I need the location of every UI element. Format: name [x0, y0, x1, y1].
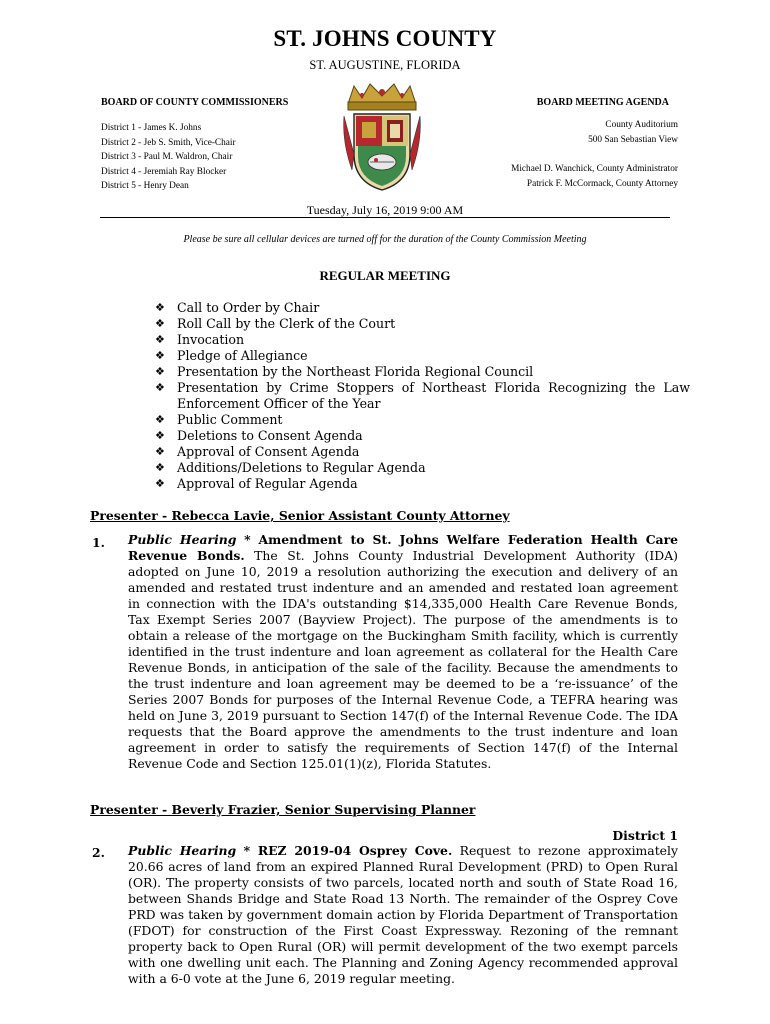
- page-title: ST. JOHNS COUNTY: [273, 26, 497, 51]
- district-label: District 1: [612, 828, 678, 843]
- list-item: ❖ Presentation by the Northeast Florida Regional Council: [155, 364, 534, 379]
- item-body: The St. Johns County Industrial Development Authority (IDA) adopted on June 10, 2019 a resolution authorizing the execution and delivery of an amended and restated trust indenture and an amended and restated loan agreement in connection with the IDA's outstanding $14,335,000 Health Care Revenue Bonds, Tax Exempt Series 2007 (Bayview Project). The purpose of the amendments is to obtain a release of the mortgage on the Buckingham Smith facility, which is currently identified in the trust indenture and loan agreement as collateral for the Health Care Revenue Bonds, in anticipation of the sale of the facility. Because the amendments to the trust indenture and loan agreement may be deemed to be a ‘re-issuance’ of the Series 2007 Bonds for purposes of the Internal Revenue Code, a TEFRA hearing was held on June 3, 2019 pursuant to Section 147(f) of the Internal Revenue Code. The IDA requests that the Board approve the amendments to the trust indenture and loan agreement in order to satisfy the requirements of Section 147(f) of the Internal Revenue Code and Section 125.01(1)(z), Florida Statutes.: [128, 548, 678, 771]
- diamond-bullet-icon: ❖: [155, 413, 165, 426]
- agenda-item-1: [128, 532, 678, 772]
- item-label: Public Hearing: [128, 843, 237, 858]
- county-seal-icon: [340, 82, 424, 194]
- list-item: ❖ Additions/Deletions to Regular Agenda: [155, 460, 426, 475]
- item-label: Public Hearing: [128, 532, 237, 547]
- agenda-heading: BOARD MEETING AGENDA: [536, 97, 669, 108]
- item-title: * REZ 2019-04 Osprey Cove.: [243, 843, 453, 858]
- page-subtitle: ST. AUGUSTINE, FLORIDA: [309, 58, 461, 72]
- presenter-heading: Presenter - Rebecca Lavie, Senior Assistant County Attorney: [90, 508, 510, 523]
- header-divider: [100, 217, 670, 218]
- agenda-item-2: [128, 843, 678, 987]
- list-item: ❖ Pledge of Allegiance: [155, 348, 308, 363]
- diamond-bullet-icon: ❖: [155, 301, 165, 314]
- list-item: ❖ Approval of Consent Agenda: [155, 444, 360, 459]
- commissioner-item: District 2 - Jeb S. Smith, Vice-Chair: [101, 137, 236, 148]
- commissioner-item: District 3 - Paul M. Waldron, Chair: [101, 152, 233, 163]
- list-item: ❖ Roll Call by the Clerk of the Court: [155, 316, 396, 331]
- diamond-bullet-icon: ❖: [155, 333, 165, 346]
- meeting-date: Tuesday, July 16, 2019 9:00 AM: [306, 203, 464, 217]
- commissioner-item: District 5 - Henry Dean: [101, 181, 189, 192]
- diamond-bullet-icon: ❖: [155, 429, 165, 442]
- official-line: Patrick F. McCormack, County Attorney: [526, 178, 678, 189]
- list-item: ❖ Invocation: [155, 332, 245, 347]
- commissioner-item: District 4 - Jeremiah Ray Blocker: [101, 166, 227, 177]
- diamond-bullet-icon: ❖: [155, 381, 165, 394]
- list-item: ❖ Deletions to Consent Agenda: [155, 428, 363, 443]
- commissioner-list: [101, 121, 236, 194]
- diamond-bullet-icon: ❖: [155, 445, 165, 458]
- opening-items-list: [155, 300, 690, 492]
- location-line: 500 San Sebastian View: [588, 134, 678, 145]
- regular-meeting-heading: REGULAR MEETING: [319, 268, 451, 283]
- diamond-bullet-icon: ❖: [155, 461, 165, 474]
- diamond-bullet-icon: ❖: [155, 477, 165, 490]
- official-line: Michael D. Wanchick, County Administrator: [511, 164, 678, 174]
- diamond-bullet-icon: ❖: [155, 365, 165, 378]
- location-line: County Auditorium: [605, 120, 678, 130]
- list-item: ❖ Public Comment: [155, 412, 283, 427]
- county-officials: [511, 162, 678, 191]
- board-heading: BOARD OF COUNTY COMMISSIONERS: [101, 97, 289, 108]
- diamond-bullet-icon: ❖: [155, 317, 165, 330]
- diamond-bullet-icon: ❖: [155, 349, 165, 362]
- item-number: 2.: [92, 845, 105, 860]
- list-item: ❖ Approval of Regular Agenda: [155, 476, 358, 491]
- presenter-heading: Presenter - Beverly Frazier, Senior Supervising Planner: [90, 802, 476, 817]
- item-title: * Amendment to St. Johns Welfare Federation Health Care Revenue Bonds.: [128, 532, 678, 563]
- item-body: Request to rezone approximately 20.66 acres of land from an expired Planned Rural Development (PRD) to Open Rural (OR). The property consists of two parcels, located north and south of State Road 16, between Shands Bridge and State Road 13 North. The remainder of the Osprey Cove PRD was taken by government domain action by Florida Department of Transportation (FDOT) for construction of the First Coast Expressway. Rezoning of the remnant property back to Open Rural (OR) will permit development of the two exempt parcels with one dwelling unit each. The Planning and Zoning Agency recommended approval with a 6-0 vote at the June 6, 2019 regular meeting.: [128, 843, 678, 986]
- list-item: ❖ Call to Order by Chair: [155, 300, 320, 315]
- list-item: ❖ Presentation by Crime Stoppers of Northeast Florida Recognizing the Law Enforcement Officer of the Year: [155, 380, 690, 411]
- commissioner-item: District 1 - James K. Johns: [101, 123, 202, 133]
- meeting-location: [588, 118, 678, 147]
- item-number: 1.: [92, 535, 105, 550]
- cellphone-notice: Please be sure all cellular devices are turned off for the duration of the County Commission Meeting: [183, 234, 587, 245]
